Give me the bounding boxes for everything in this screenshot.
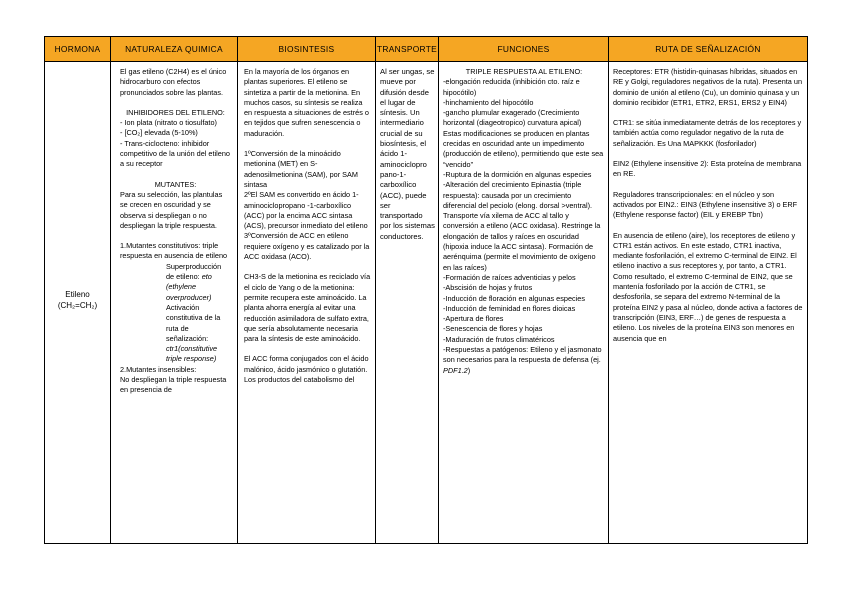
biosintesis-p6: El ACC forma conjugados con el ácido malónico, ácido jasmónico o glutatión. Los productos del catabolismo del xyxy=(244,354,369,385)
funcion-2: -hinchamiento del hipocótilo xyxy=(443,97,534,107)
constitutivos-bullet-2: Activación constitutiva de la ruta de señalización: ctr1(constitutive triple response) xyxy=(166,302,221,364)
biosintesis-p1: En la mayoría de los órganos en plantas superiores. El etileno se sintetiza a partir de la metionina. En muchos casos, su síntesis se realiza en respuesta a situaciones de estrés o en tejidos que sufren senescencia o maduración. xyxy=(244,67,369,138)
insensibles-desc: No despliegan la triple respuesta en presencia de xyxy=(120,375,227,395)
funciones-title: TRIPLE RESPUESTA AL ETILENO: xyxy=(465,67,583,76)
ruta-p1: Receptores: ETR (histidin-quinasas híbridas, situados en RE y Golgi, reguladores negativos de la ruta). Presenta un dominio de unión al etileno (Cu), un dominio quinasa y un dominio recibidor (ETR1, ETR2, ERS1, ERS2 y EIN4) xyxy=(613,67,803,107)
funcion-13: -Maduración de frutos climatéricos xyxy=(443,334,555,344)
naturaleza-intro: El gas etileno (C2H4) es el único hidrocarburo con efectos pronunciados sobre las plantas. xyxy=(120,67,227,97)
ruta-p4: Reguladores transcripcionales: en el núcleo y son activados por EIN2.: EIN3 (Ethylene insensitive 3) o ERF (Ethylene response factor) (EIL y EREBP Tbn) xyxy=(613,189,798,220)
funcion-14: -Respuestas a patógenos: Etileno y el jasmonato son necesarios para la respuesta de defensa (ej. PDF1.2) xyxy=(443,345,602,375)
document-page xyxy=(44,36,807,539)
cell-hormona xyxy=(45,62,111,544)
funcion-7: -Formación de raíces adventicias y pelos xyxy=(443,272,576,282)
ruta-p2: CTR1: se sitúa inmediatamente detrás de los receptores y también actúa como regulador negativo de la ruta de señalización. Es Una MAPKKK (fosforilador) xyxy=(613,118,802,148)
cell-funciones xyxy=(439,62,609,544)
hormone-formula: (CH₂=CH₂) xyxy=(57,301,98,310)
mutantes-title: MUTANTES: xyxy=(154,179,197,189)
header-funciones: FUNCIONES xyxy=(439,37,609,62)
table-row xyxy=(45,62,808,544)
cell-ruta xyxy=(609,62,808,544)
inhibidor-2: - [CO₂] elevada (5-10%) xyxy=(120,128,198,138)
funcion-4: Estas modificaciones se producen en plantas crecidas en oscuridad ante un impedimento (producción de etileno), permitiendo que este sea “vencido” xyxy=(443,128,604,169)
inhibidores-title: INHIBIDORES DEL ETILENO: xyxy=(126,107,225,117)
funcion-9: -Inducción de floración en algunas especies xyxy=(443,293,585,303)
biosintesis-p4: 3ºConversión de ACC en etileno requiere oxígeno y es catalizado por la ACC oxidasa (ACO). xyxy=(244,231,370,262)
inhibidor-1: - Ion plata (nitrato o tiosulfato) xyxy=(120,118,217,128)
funcion-12: -Senescencia de flores y hojas xyxy=(443,324,543,334)
constitutivos-bullet-1: Superproducción de etileno: eto (ethylene overproducer) xyxy=(166,261,222,302)
insensibles-title: 2.Mutantes insensibles: xyxy=(120,364,197,374)
header-hormona: HORMONA xyxy=(45,37,111,62)
funcion-3: -gancho plumular exagerado (Crecimiento horizontal (diageotropico) curvatura apical) xyxy=(443,108,582,128)
hormone-table xyxy=(44,36,808,544)
ruta-p5: En ausencia de etileno (aire), los receptores de etileno y CTR1 están activos. En este estado, CTR1 inactiva, mediante fosforilación, el extremo C-terminal de EIN2. El etileno inactivo a sus receptores y, por tanto, a CTR1. Como resultado, el extremo C-terminal de EIN2, que se mantenía fosforilado por la acción de CTR1, se desfosforila, se separa del extremo N-terminal de la proteína EIN2 y pasa al núcleo, donde activa a factores de transcripción (EIN3, ERF…) de genes de respuesta a etileno. Los niveles de la proteína EIN3 son menores en ausencia que en xyxy=(613,230,803,343)
cell-naturaleza xyxy=(111,62,238,544)
mutantes-desc: Para su selección, las plantulas se crecen en oscuridad y se observa si despliegan o no despliegan la triple respuesta. xyxy=(120,189,223,230)
funcion-1: -elongación reducida (inhibición cto. raíz e hipocótilo) xyxy=(443,77,580,97)
funcion-8: -Abscisión de hojas y frutos xyxy=(443,283,533,293)
header-biosintesis: BIOSINTESIS xyxy=(238,37,376,62)
header-transporte: TRANSPORTE xyxy=(376,37,439,62)
funcion-5: -Ruptura de la dormición en algunas especies xyxy=(443,169,592,179)
transporte-text: Al ser ungas, se mueve por difusión desde el lugar de síntesis. Un intermediario crucial de su biosíntesis, el ácido 1-aminociclopro pano-1-carboxílico (ACC), puede ser transportado por los sistemas conductores. xyxy=(380,67,435,241)
ruta-p3: EIN2 (Ethylene insensitive 2): Esta proteína de membrana en RE. xyxy=(613,159,802,179)
header-naturaleza: NATURALEZA QUIMICA xyxy=(111,37,238,62)
cell-transporte xyxy=(376,62,439,544)
funcion-6: -Alteración del crecimiento Epinastia (triple respuesta): causada por un crecimiento diferencial del peciolo (elong. dorsal >ventral). Transporte vía xilema de ACC al tallo y conversión a etileno (ACC oxidasa). Restringe la elongación de tallos y raíces en oscuridad (hipoxia induce la ACC sintasa). Formación de aerénquima (permite el movimiento de oxígeno en las raíces) xyxy=(443,180,601,272)
constitutivos-title: 1.Mutantes constitutivos: triple respuesta en ausencia de etileno xyxy=(120,241,228,261)
biosintesis-p2: 1ºConversión de la minoácido metionina (MET) en S-adenosilmetionina (SAM), por SAM sintasa xyxy=(244,149,358,189)
cell-biosintesis xyxy=(238,62,376,544)
biosintesis-p5: CH3-S de la metionina es reciclado vía el ciclo de Yang o de la metionina: permite recupera este aminoácido. La planta ahorra energía al evitar una reducción asimiladora de sulfato extra, que sería absolutamente necesaria para la síntesis de este aminoácido. xyxy=(244,272,371,344)
hormone-name: Etileno xyxy=(65,290,90,299)
funcion-10: -Inducción de feminidad en flores dioicas xyxy=(443,303,576,313)
inhibidor-3: - Trans-ciclocteno: inhibidor competitivo de la unión del etileno a su receptor xyxy=(120,138,230,169)
funcion-11: -Apertura de flores xyxy=(443,314,504,324)
table-header-row xyxy=(45,37,808,62)
header-ruta: RUTA DE SEÑALIZACIÓN xyxy=(609,37,808,62)
biosintesis-p3: 2ºEl SAM es convertido en ácido 1-aminociclopropano -1-carboxílico (ACC) por la encima ACC sintasa (ACS), precursor inmediato del etileno xyxy=(244,190,368,231)
